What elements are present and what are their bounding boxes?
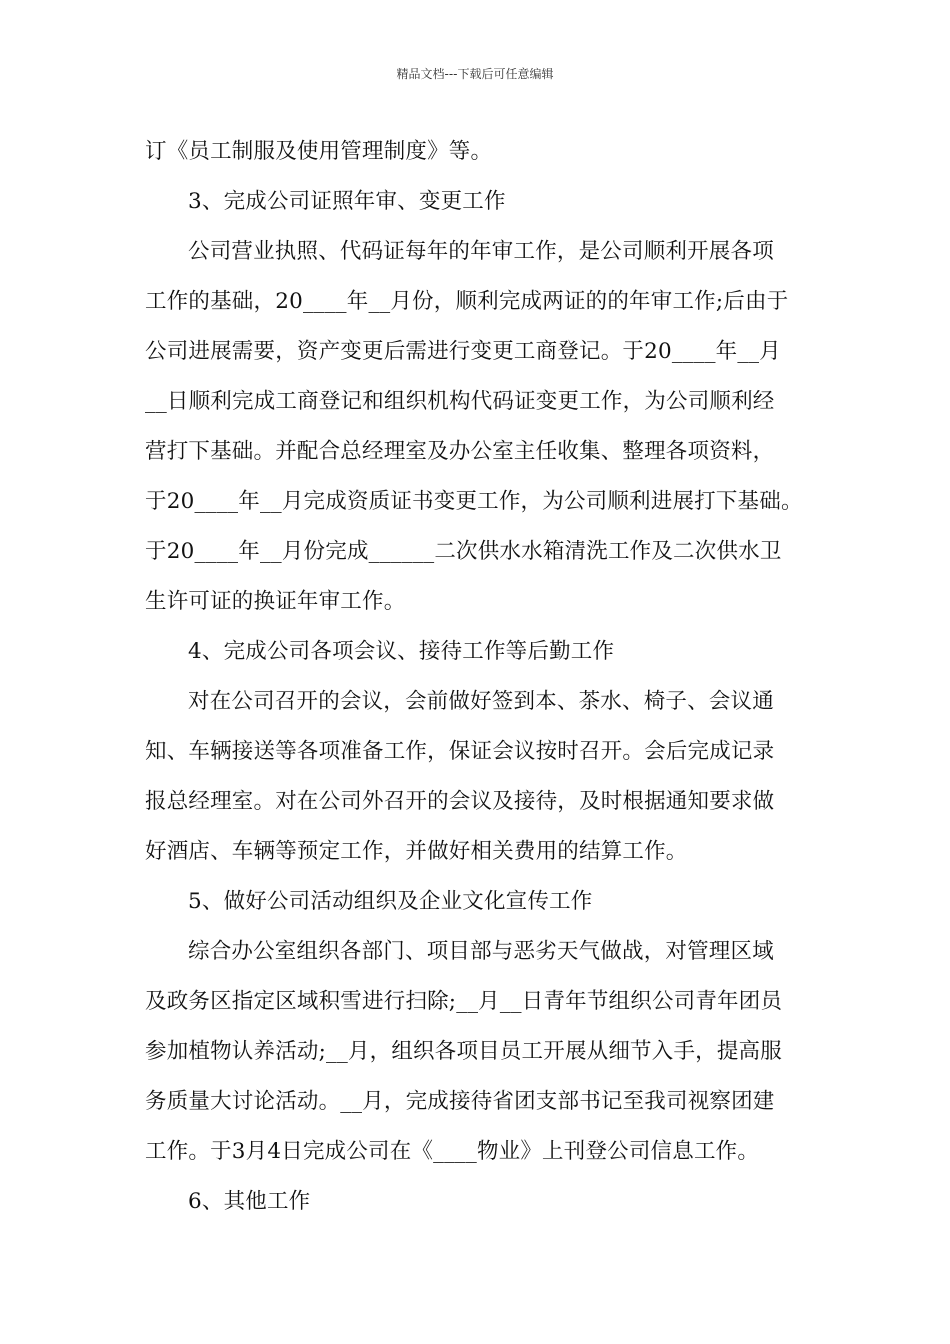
section-heading: 4、完成公司各项会议、接待工作等后勤工作	[188, 639, 615, 664]
body-line: 营打下基础。并配合总经理室及办公室主任收集、整理各项资料，	[145, 439, 775, 464]
body-line: 参加植物认养活动;__月，组织各项目员工开展从细节入手，提高服	[145, 1039, 782, 1064]
body-line: __日顺利完成工商登记和组织机构代码证变更工作，为公司顺利经	[145, 389, 775, 414]
section-heading: 5、做好公司活动组织及企业文化宣传工作	[188, 889, 593, 914]
body-line: 工作。于3月4日完成公司在《____物业》上刊登公司信息工作。	[145, 1139, 760, 1164]
body-line: 务质量大讨论活动。__月，完成接待省团支部书记至我司视察团建	[145, 1089, 775, 1114]
document-body	[145, 127, 825, 1227]
body-line: 订《员工制服及使用管理制度》等。	[145, 139, 493, 164]
body-line: 及政务区指定区域积雪进行扫除;__月__日青年节组织公司青年团员	[145, 989, 783, 1014]
page-header: 精品文档---下载后可任意编辑	[396, 67, 554, 81]
body-line: 好酒店、车辆等预定工作，并做好相关费用的结算工作。	[145, 839, 688, 864]
body-line: 公司营业执照、代码证每年的年审工作，是公司顺利开展各项	[188, 239, 774, 264]
body-line: 生许可证的换证年审工作。	[145, 589, 406, 614]
body-line: 工作的基础，20____年__月份，顺利完成两证的的年审工作;后由于	[145, 289, 789, 314]
body-line: 知、车辆接送等各项准备工作，保证会议按时召开。会后完成记录	[145, 739, 775, 764]
body-line: 对在公司召开的会议，会前做好签到本、茶水、椅子、会议通	[188, 689, 774, 714]
body-line: 于20____年__月份完成______二次供水水箱清洗工作及二次供水卫	[145, 539, 782, 564]
section-heading: 3、完成公司证照年审、变更工作	[188, 189, 506, 214]
body-line: 于20____年__月完成资质证书变更工作，为公司顺利进展打下基础。	[145, 489, 803, 514]
body-line: 公司进展需要，资产变更后需进行变更工商登记。于20____年__月	[145, 339, 781, 364]
body-line: 综合办公室组织各部门、项目部与恶劣天气做战，对管理区域	[188, 939, 774, 964]
body-line: 报总经理室。对在公司外召开的会议及接待，及时根据通知要求做	[145, 789, 775, 814]
section-heading: 6、其他工作	[188, 1189, 311, 1214]
